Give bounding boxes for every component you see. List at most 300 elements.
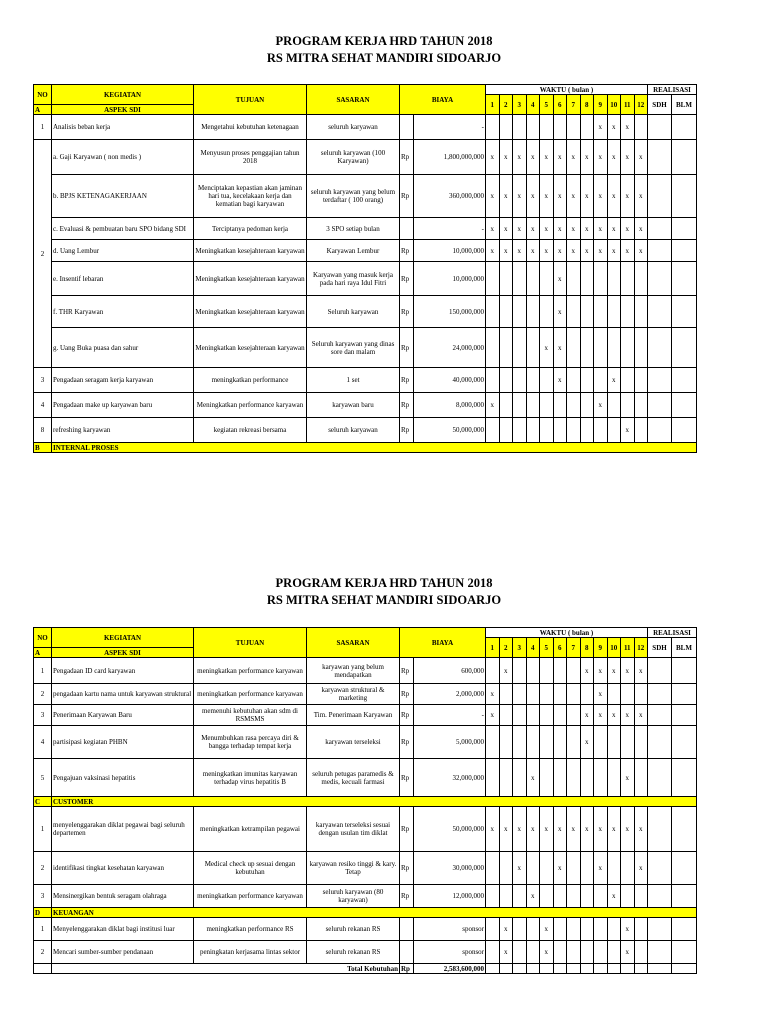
row-kegiatan: refreshing karyawan (52, 418, 194, 443)
month-mark (486, 885, 500, 908)
row-kegiatan: g. Uang Buka puasa dan sahur (52, 328, 194, 368)
row-currency: Rp (400, 705, 414, 726)
month-mark: x (567, 140, 581, 175)
row-amount: 50,000,000 (414, 418, 486, 443)
month-mark (499, 684, 513, 705)
month-mark: x (567, 807, 581, 852)
month-mark (499, 368, 513, 393)
row-tujuan: memenuhi kebutuhan akan sdm di RSMSMS (194, 705, 307, 726)
month-mark: x (621, 807, 635, 852)
row-tujuan: peningkatan kerjasama lintas sektor (194, 941, 307, 964)
month-mark: x (540, 941, 554, 964)
month-mark (553, 941, 567, 964)
month-mark: x (513, 218, 527, 240)
total-empty (526, 964, 540, 974)
row-tujuan: Menciptakan kepastian akan jaminan hari tua, kecelakaan kerja dan kematian bagi karyawan (194, 175, 307, 218)
realisasi-sdh (648, 218, 672, 240)
row-number: 2 (34, 852, 52, 885)
month-mark (513, 684, 527, 705)
row-amount: 1,800,000,000 (414, 140, 486, 175)
header-month-12: 12 (634, 95, 648, 115)
row-number: 1 (34, 918, 52, 941)
month-mark: x (499, 140, 513, 175)
realisasi-sdh (648, 885, 672, 908)
month-mark (567, 726, 581, 759)
month-mark: x (486, 684, 500, 705)
month-mark: x (621, 140, 635, 175)
month-mark (567, 918, 581, 941)
row-number: 4 (34, 393, 52, 418)
table-row (34, 885, 697, 908)
section-letter: C (34, 797, 52, 807)
month-mark (513, 941, 527, 964)
row-sasaran: Tim. Penerimaan Karyawan (307, 705, 400, 726)
realisasi-blm (672, 296, 697, 328)
table-row (34, 418, 697, 443)
month-mark (567, 262, 581, 296)
month-mark: x (513, 240, 527, 262)
month-mark (526, 684, 540, 705)
row-kegiatan: Pengadaan ID card karyawan (52, 658, 194, 684)
section-label: CUSTOMER (52, 797, 697, 807)
month-mark (567, 941, 581, 964)
realisasi-blm (672, 705, 697, 726)
month-mark (621, 328, 635, 368)
month-mark (553, 684, 567, 705)
realisasi-sdh (648, 807, 672, 852)
header-waktu: WAKTU ( bulan ) (486, 628, 648, 638)
month-mark: x (526, 218, 540, 240)
month-mark: x (486, 393, 500, 418)
month-mark: x (513, 140, 527, 175)
month-mark (594, 726, 608, 759)
month-mark (567, 759, 581, 797)
month-mark: x (594, 852, 608, 885)
header-month-10: 10 (607, 95, 621, 115)
month-mark (486, 418, 500, 443)
month-mark (486, 115, 500, 140)
month-mark (580, 418, 594, 443)
month-mark (540, 658, 554, 684)
row-amount: 5,000,000 (414, 726, 486, 759)
row-currency: Rp (400, 852, 414, 885)
month-mark (526, 393, 540, 418)
month-mark: x (567, 175, 581, 218)
month-mark (634, 328, 648, 368)
realisasi-blm (672, 262, 697, 296)
total-empty (621, 964, 635, 974)
header-month-1: 1 (486, 638, 500, 658)
row-amount: 10,000,000 (414, 262, 486, 296)
month-mark: x (607, 885, 621, 908)
month-mark: x (607, 218, 621, 240)
row-sasaran: Karyawan Lembur (307, 240, 400, 262)
month-mark (607, 262, 621, 296)
month-mark (513, 328, 527, 368)
row-kegiatan: b. BPJS KETENAGAKERJAAN (52, 175, 194, 218)
row-currency: Rp (400, 759, 414, 797)
month-mark (567, 852, 581, 885)
month-mark (499, 328, 513, 368)
month-mark (580, 296, 594, 328)
month-mark (594, 918, 608, 941)
realisasi-blm (672, 175, 697, 218)
row-kegiatan: pengadaan kartu nama untuk karyawan struktural (52, 684, 194, 705)
row-sasaran: seluruh rekanan RS (307, 941, 400, 964)
month-mark (580, 885, 594, 908)
header-month-11: 11 (621, 638, 635, 658)
month-mark (634, 262, 648, 296)
month-mark (621, 852, 635, 885)
realisasi-sdh (648, 418, 672, 443)
month-mark (540, 684, 554, 705)
month-mark (607, 418, 621, 443)
month-mark (580, 918, 594, 941)
month-mark (540, 418, 554, 443)
month-mark: x (540, 918, 554, 941)
month-mark (553, 759, 567, 797)
month-mark: x (594, 240, 608, 262)
section-letter: D (34, 908, 52, 918)
month-mark: x (594, 175, 608, 218)
month-mark: x (634, 240, 648, 262)
month-mark: x (621, 240, 635, 262)
header-month-5: 5 (540, 638, 554, 658)
header-tujuan: TUJUAN (194, 85, 307, 115)
month-mark (567, 296, 581, 328)
month-mark: x (553, 218, 567, 240)
month-mark (540, 885, 554, 908)
month-mark (499, 296, 513, 328)
month-mark: x (580, 175, 594, 218)
month-mark: x (540, 218, 554, 240)
month-mark (553, 918, 567, 941)
total-empty (634, 964, 648, 974)
month-mark: x (594, 658, 608, 684)
row-tujuan: Meningkatkan performance karyawan (194, 393, 307, 418)
month-mark (486, 759, 500, 797)
month-mark: x (621, 175, 635, 218)
row-currency: Rp (400, 368, 414, 393)
header-month-7: 7 (567, 638, 581, 658)
row-currency: Rp (400, 807, 414, 852)
month-mark: x (607, 368, 621, 393)
month-mark (580, 393, 594, 418)
month-mark (486, 296, 500, 328)
row-sasaran: karyawan resiko tinggi & kary. Tetap (307, 852, 400, 885)
row-amount: - (414, 115, 486, 140)
realisasi-sdh (648, 918, 672, 941)
month-mark (567, 705, 581, 726)
month-mark: x (499, 941, 513, 964)
month-mark (567, 684, 581, 705)
document-title-2: PROGRAM KERJA HRD TAHUN 2018 (275, 576, 493, 590)
month-mark (486, 262, 500, 296)
row-number: 3 (34, 368, 52, 393)
month-mark: x (621, 759, 635, 797)
total-empty (553, 964, 567, 974)
row-currency: Rp (400, 140, 414, 175)
row-number: 3 (34, 885, 52, 908)
section-letter: A (34, 648, 52, 658)
month-mark (580, 328, 594, 368)
row-tujuan: Meningkatkan kesejahteraan karyawan (194, 262, 307, 296)
month-mark (486, 658, 500, 684)
month-mark (499, 852, 513, 885)
month-mark (580, 262, 594, 296)
month-mark: x (526, 140, 540, 175)
month-mark (594, 759, 608, 797)
header-month-10: 10 (607, 638, 621, 658)
realisasi-blm (672, 115, 697, 140)
row-currency: Rp (400, 658, 414, 684)
month-mark: x (621, 918, 635, 941)
month-mark (594, 368, 608, 393)
row-kegiatan: a. Gaji Karyawan ( non medis ) (52, 140, 194, 175)
row-amount: - (414, 218, 486, 240)
row-amount: 40,000,000 (414, 368, 486, 393)
realisasi-blm (672, 726, 697, 759)
realisasi-sdh (648, 393, 672, 418)
month-mark: x (513, 175, 527, 218)
row-currency (400, 218, 414, 240)
row-sasaran: karyawan yang belum mendapatkan (307, 658, 400, 684)
month-mark: x (553, 140, 567, 175)
row-amount: 12,000,000 (414, 885, 486, 908)
row-sasaran: karyawan baru (307, 393, 400, 418)
month-mark: x (634, 658, 648, 684)
month-mark: x (553, 296, 567, 328)
total-empty (486, 964, 500, 974)
month-mark (634, 918, 648, 941)
header-sdh: SDH (648, 95, 672, 115)
month-mark: x (607, 140, 621, 175)
row-amount: 2,000,000 (414, 684, 486, 705)
month-mark (607, 918, 621, 941)
row-kegiatan: Pengajuan vaksinasi hepatitis (52, 759, 194, 797)
row-tujuan: meningkatkan performance (194, 368, 307, 393)
month-mark (567, 393, 581, 418)
month-mark (540, 726, 554, 759)
table-row (34, 918, 697, 941)
header-blm: BLM (672, 95, 697, 115)
month-mark (634, 885, 648, 908)
month-mark (621, 262, 635, 296)
row-currency: Rp (400, 328, 414, 368)
month-mark (580, 684, 594, 705)
header-no: NO (34, 628, 52, 648)
month-mark: x (553, 175, 567, 218)
realisasi-sdh (648, 684, 672, 705)
row-tujuan: meningkatkan imunitas karyawan terhadap virus hepatitis B (194, 759, 307, 797)
month-mark (580, 852, 594, 885)
realisasi-blm (672, 658, 697, 684)
row-tujuan: meningkatkan performance karyawan (194, 684, 307, 705)
row-currency (400, 918, 414, 941)
table-row (34, 726, 697, 759)
table-row (34, 393, 697, 418)
month-mark: x (486, 807, 500, 852)
row-currency: Rp (400, 296, 414, 328)
row-currency: Rp (400, 393, 414, 418)
total-empty (499, 964, 513, 974)
section-letter: B (34, 443, 52, 453)
month-mark: x (621, 658, 635, 684)
month-mark (513, 918, 527, 941)
month-mark (526, 658, 540, 684)
header-month-4: 4 (526, 638, 540, 658)
month-mark: x (513, 807, 527, 852)
row-kegiatan: Mensinergikan bentuk seragam olahraga (52, 885, 194, 908)
month-mark (513, 393, 527, 418)
month-mark: x (567, 218, 581, 240)
header-month-3: 3 (513, 95, 527, 115)
row-currency: Rp (400, 240, 414, 262)
header-month-9: 9 (594, 95, 608, 115)
month-mark: x (580, 658, 594, 684)
month-mark (634, 418, 648, 443)
total-empty (672, 964, 697, 974)
row-sasaran: seluruh karyawan (80 karyawan) (307, 885, 400, 908)
total-empty (540, 964, 554, 974)
month-mark (540, 368, 554, 393)
header-sdh: SDH (648, 638, 672, 658)
row-kegiatan: identifikasi tingkat kesehatan karyawan (52, 852, 194, 885)
month-mark: x (594, 684, 608, 705)
realisasi-blm (672, 393, 697, 418)
row-currency (400, 941, 414, 964)
table-row (34, 296, 697, 328)
month-mark: x (621, 705, 635, 726)
month-mark (634, 393, 648, 418)
realisasi-blm (672, 328, 697, 368)
realisasi-blm (672, 240, 697, 262)
table-row (34, 705, 697, 726)
row-currency: Rp (400, 684, 414, 705)
row-amount: 360,000,000 (414, 175, 486, 218)
month-mark (526, 262, 540, 296)
month-mark: x (621, 418, 635, 443)
row-kegiatan: f. THR Karyawan (52, 296, 194, 328)
month-mark (567, 658, 581, 684)
total-empty (648, 964, 672, 974)
month-mark (634, 296, 648, 328)
row-amount: 32,000,000 (414, 759, 486, 797)
realisasi-sdh (648, 726, 672, 759)
month-mark (513, 296, 527, 328)
header-kegiatan: KEGIATAN (52, 628, 194, 648)
work-program-table-1 (33, 84, 697, 453)
row-kegiatan: c. Evaluasi & pembuatan baru SPO bidang SDI (52, 218, 194, 240)
total-row (34, 964, 697, 974)
header-month-7: 7 (567, 95, 581, 115)
month-mark (526, 852, 540, 885)
row-amount: 50,000,000 (414, 807, 486, 852)
row-tujuan: Terciptanya pedoman kerja (194, 218, 307, 240)
month-mark: x (526, 885, 540, 908)
row-sasaran: karyawan struktural & marketing (307, 684, 400, 705)
header-month-6: 6 (553, 95, 567, 115)
realisasi-blm (672, 807, 697, 852)
total-empty (567, 964, 581, 974)
month-mark: x (607, 658, 621, 684)
month-mark: x (526, 759, 540, 797)
month-mark (526, 115, 540, 140)
header-month-9: 9 (594, 638, 608, 658)
row-number: 2 (34, 684, 52, 705)
month-mark: x (621, 941, 635, 964)
month-mark: x (594, 115, 608, 140)
row-number: 5 (34, 759, 52, 797)
row-currency: Rp (400, 726, 414, 759)
month-mark (594, 328, 608, 368)
realisasi-sdh (648, 175, 672, 218)
row-sasaran: karyawan terseleksi (307, 726, 400, 759)
month-mark (499, 393, 513, 418)
row-sasaran: 1 set (307, 368, 400, 393)
row-amount: 8,000,000 (414, 393, 486, 418)
month-mark (513, 726, 527, 759)
row-number: 1 (34, 115, 52, 140)
month-mark: x (634, 175, 648, 218)
row-tujuan: Menumbuhkan rasa percaya diri & bangga terhadap tempat kerja (194, 726, 307, 759)
row-sasaran: seluruh karyawan (100 Karyawan) (307, 140, 400, 175)
row-number: 2 (34, 941, 52, 964)
table-row (34, 684, 697, 705)
month-mark: x (634, 218, 648, 240)
month-mark: x (553, 368, 567, 393)
total-empty (580, 964, 594, 974)
header-sasaran: SASARAN (307, 628, 400, 658)
month-mark: x (621, 115, 635, 140)
month-mark (553, 705, 567, 726)
month-mark: x (634, 705, 648, 726)
month-mark (567, 368, 581, 393)
month-mark (621, 684, 635, 705)
month-mark (526, 918, 540, 941)
month-mark: x (486, 175, 500, 218)
realisasi-blm (672, 140, 697, 175)
row-currency: Rp (400, 418, 414, 443)
month-mark (553, 418, 567, 443)
month-mark (553, 393, 567, 418)
month-mark: x (580, 218, 594, 240)
month-mark (621, 393, 635, 418)
row-currency (400, 115, 414, 140)
month-mark (634, 368, 648, 393)
month-mark (634, 759, 648, 797)
month-mark (621, 368, 635, 393)
month-mark (486, 328, 500, 368)
row-amount: 30,000,000 (414, 852, 486, 885)
row-kegiatan: Menyelenggarakan diklat bagi institusi luar (52, 918, 194, 941)
row-number: 8 (34, 418, 52, 443)
realisasi-sdh (648, 658, 672, 684)
month-mark (540, 852, 554, 885)
row-currency: Rp (400, 175, 414, 218)
month-mark (621, 726, 635, 759)
month-mark: x (594, 807, 608, 852)
month-mark: x (486, 240, 500, 262)
month-mark (526, 296, 540, 328)
month-mark (499, 262, 513, 296)
row-tujuan: Meningkatkan kesejahteraan karyawan (194, 296, 307, 328)
table-row (34, 759, 697, 797)
month-mark (540, 262, 554, 296)
row-tujuan: Mengetahui kebutuhan ketenagaan (194, 115, 307, 140)
month-mark (526, 726, 540, 759)
realisasi-blm (672, 218, 697, 240)
